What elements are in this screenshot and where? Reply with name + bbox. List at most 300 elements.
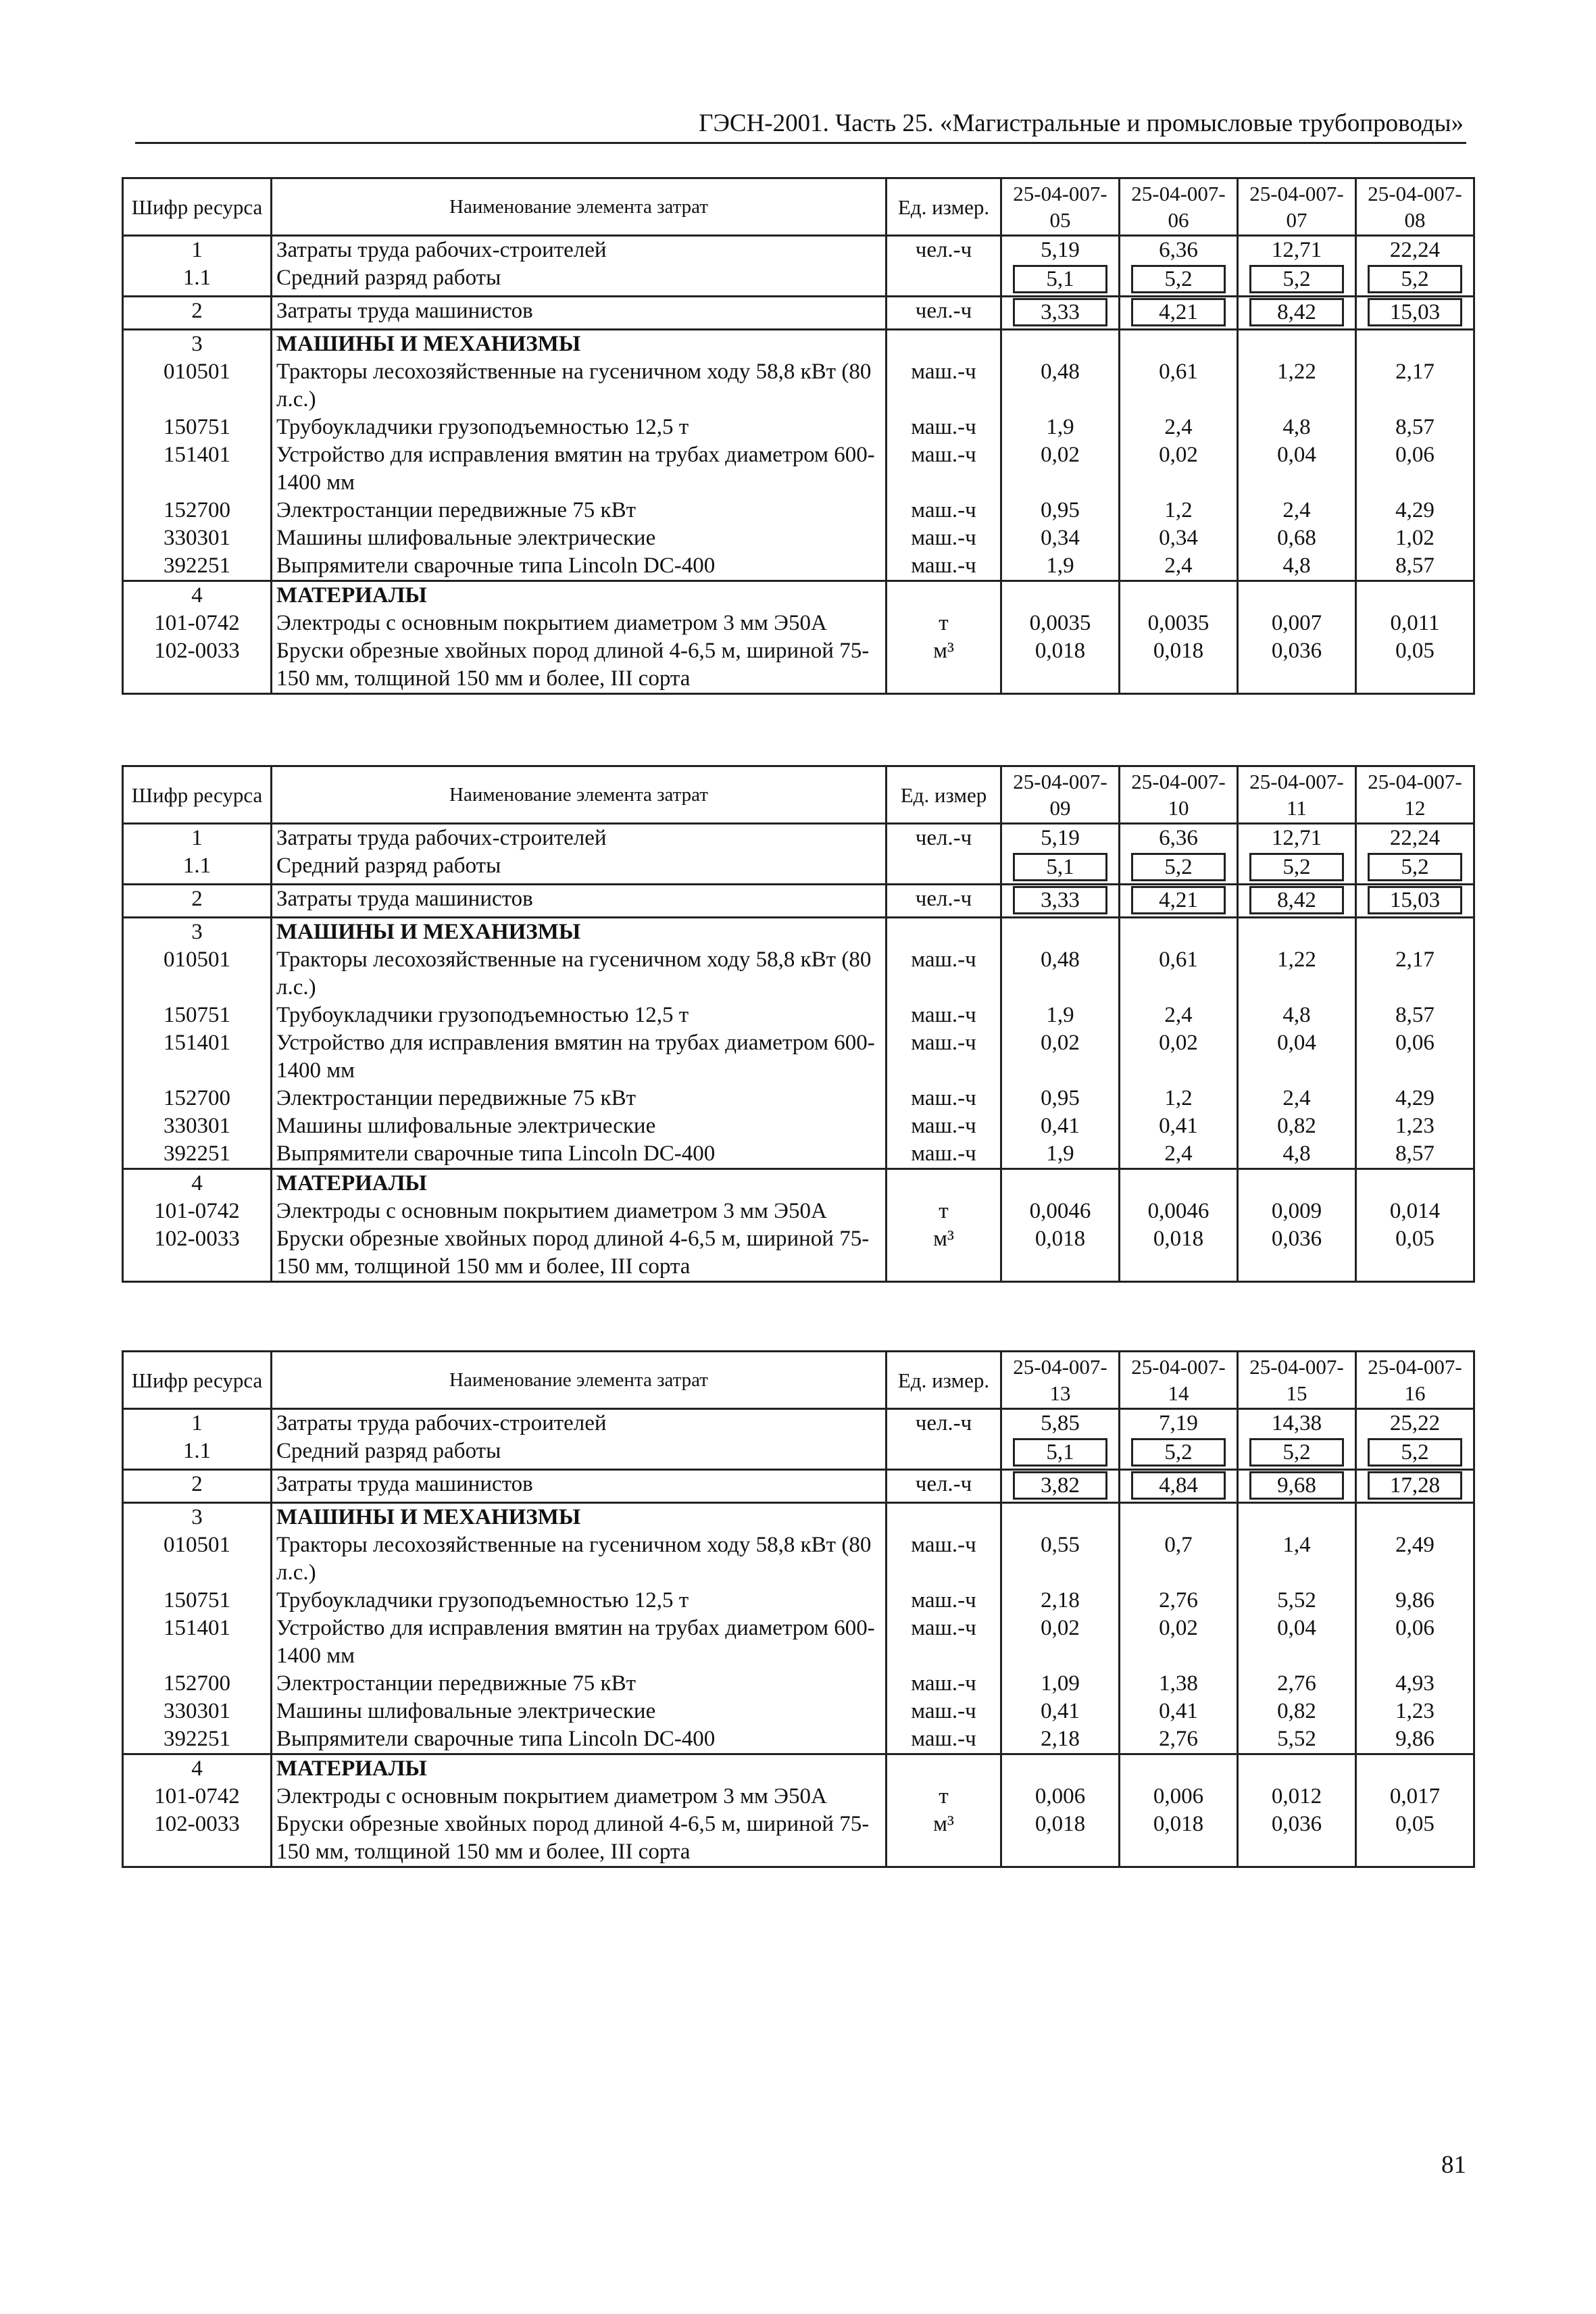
table-row — [123, 1470, 1474, 1503]
unit-of-measure — [887, 264, 1001, 297]
norm-value: 0,95 — [1001, 1085, 1120, 1112]
header-resource-code: Шифр ресурса — [123, 178, 272, 236]
cost-element-name: Электростанции передвижные 75 кВт — [272, 497, 887, 524]
norm-value: 1,9 — [1001, 552, 1120, 581]
norm-value — [1356, 1754, 1474, 1783]
norm-value — [1356, 1169, 1474, 1198]
norm-value — [1356, 264, 1474, 297]
table-row — [123, 441, 1474, 497]
header-norm-code: 25-04-007-16 — [1356, 1352, 1474, 1409]
norm-value — [1356, 1503, 1474, 1532]
norm-value: 0,41 — [1120, 1698, 1238, 1725]
norm-value: 1,9 — [1001, 414, 1120, 441]
norm-value — [1238, 264, 1356, 297]
cost-element-name: Средний разряд работы — [272, 1437, 887, 1470]
norm-value-value: 3,33 — [1013, 298, 1107, 326]
norm-value: 5,52 — [1238, 1587, 1356, 1615]
cost-element-name: Затраты труда машинистов — [272, 297, 887, 330]
unit-of-measure: чел.-ч — [887, 236, 1001, 265]
norm-value: 0,02 — [1120, 1029, 1238, 1085]
cost-element-name: Электроды с основным покрытием диаметром 3 мм Э50А — [272, 610, 887, 637]
table-row — [123, 1754, 1474, 1783]
cost-element-name: МАТЕРИАЛЫ — [272, 1169, 887, 1198]
unit-of-measure: чел.-ч — [887, 1470, 1001, 1503]
norm-value — [1238, 330, 1356, 359]
norm-value: 0,06 — [1356, 441, 1474, 497]
norm-value — [1001, 1503, 1120, 1532]
resource-code: 3 — [123, 1503, 272, 1532]
table-row — [123, 1409, 1474, 1438]
norm-value: 0,036 — [1238, 1225, 1356, 1282]
norm-value: 0,007 — [1238, 610, 1356, 637]
norm-value — [1001, 330, 1120, 359]
cost-element-name: Машины шлифовальные электрические — [272, 1698, 887, 1725]
norm-value-value: 8,42 — [1249, 886, 1344, 914]
norm-value — [1238, 297, 1356, 330]
norm-value: 2,4 — [1120, 552, 1238, 581]
table-row — [123, 1783, 1474, 1811]
table-row — [123, 330, 1474, 359]
norm-value: 2,76 — [1238, 1670, 1356, 1698]
table-row — [123, 1169, 1474, 1198]
table-row — [123, 236, 1474, 265]
header-norm-code: 25-04-007-07 — [1238, 178, 1356, 236]
header-norm-code: 25-04-007-08 — [1356, 178, 1474, 236]
header-cost-element: Наименование элемента затрат — [272, 1352, 887, 1409]
table-row — [123, 1085, 1474, 1112]
resource-code: 150751 — [123, 1002, 272, 1029]
norm-value: 12,71 — [1238, 824, 1356, 853]
norm-value: 12,71 — [1238, 236, 1356, 265]
norm-value-value: 3,33 — [1013, 886, 1107, 914]
table-row — [123, 637, 1474, 694]
cost-element-name: Затраты труда рабочих-строителей — [272, 824, 887, 853]
table-row — [123, 264, 1474, 297]
table-row — [123, 946, 1474, 1002]
norm-value: 5,19 — [1001, 236, 1120, 265]
resource-code: 392251 — [123, 1140, 272, 1169]
norm-value: 4,29 — [1356, 1085, 1474, 1112]
norm-value: 0,014 — [1356, 1198, 1474, 1225]
resource-code: 1.1 — [123, 1437, 272, 1470]
table-row — [123, 1140, 1474, 1169]
unit-of-measure: маш.-ч — [887, 1112, 1001, 1140]
table-row — [123, 1225, 1474, 1282]
table-row — [123, 1503, 1474, 1532]
resource-code: 1 — [123, 236, 272, 265]
norm-value: 25,22 — [1356, 1409, 1474, 1438]
norm-value-value: 5,2 — [1131, 853, 1226, 881]
norm-value: 0,018 — [1120, 637, 1238, 694]
unit-of-measure: м³ — [887, 1225, 1001, 1282]
norm-value: 1,2 — [1120, 497, 1238, 524]
norm-value: 2,76 — [1120, 1725, 1238, 1754]
cost-element-name: Электроды с основным покрытием диаметром 3 мм Э50А — [272, 1783, 887, 1811]
norm-value — [1356, 1437, 1474, 1470]
norm-value: 0,41 — [1120, 1112, 1238, 1140]
cost-element-name: Тракторы лесохозяйственные на гусеничном ходу 58,8 кВт (80 л.с.) — [272, 946, 887, 1002]
table-header-row — [123, 766, 1474, 824]
header-resource-code: Шифр ресурса — [123, 1352, 272, 1409]
unit-of-measure: маш.-ч — [887, 441, 1001, 497]
cost-element-name: Выпрямители сварочные типа Lincoln DC-400 — [272, 1140, 887, 1169]
resource-code: 152700 — [123, 497, 272, 524]
unit-of-measure: чел.-ч — [887, 824, 1001, 853]
norm-value: 2,18 — [1001, 1725, 1120, 1754]
unit-of-measure — [887, 330, 1001, 359]
estimate-table — [122, 177, 1475, 695]
norm-value: 0,018 — [1001, 637, 1120, 694]
norm-value — [1238, 1437, 1356, 1470]
norm-value: 1,4 — [1238, 1531, 1356, 1587]
resource-code: 330301 — [123, 1112, 272, 1140]
norm-value: 0,95 — [1001, 497, 1120, 524]
resource-code: 2 — [123, 885, 272, 918]
unit-of-measure: маш.-ч — [887, 1531, 1001, 1587]
cost-element-name: Электростанции передвижные 75 кВт — [272, 1085, 887, 1112]
table-row — [123, 1725, 1474, 1754]
norm-value: 0,018 — [1001, 1225, 1120, 1282]
norm-value: 0,05 — [1356, 1225, 1474, 1282]
cost-element-name: Трубоукладчики грузоподъемностью 12,5 т — [272, 414, 887, 441]
norm-value: 1,23 — [1356, 1698, 1474, 1725]
table-row — [123, 552, 1474, 581]
norm-value-value: 4,21 — [1131, 298, 1226, 326]
unit-of-measure: т — [887, 1783, 1001, 1811]
norm-value: 0,05 — [1356, 637, 1474, 694]
unit-of-measure — [887, 918, 1001, 947]
unit-of-measure: чел.-ч — [887, 1409, 1001, 1438]
unit-of-measure: маш.-ч — [887, 1725, 1001, 1754]
cost-element-name: Бруски обрезные хвойных пород длиной 4-6,5 м, шириной 75-150 мм, толщиной 150 мм и более, III сорта — [272, 1811, 887, 1867]
table-row — [123, 524, 1474, 552]
norm-value — [1001, 852, 1120, 885]
resource-code: 101-0742 — [123, 1198, 272, 1225]
cost-element-name: Затраты труда машинистов — [272, 1470, 887, 1503]
cost-element-name: Машины шлифовальные электрические — [272, 524, 887, 552]
norm-value: 0,48 — [1001, 358, 1120, 414]
norm-value: 8,57 — [1356, 1140, 1474, 1169]
cost-element-name: Выпрямители сварочные типа Lincoln DC-400 — [272, 1725, 887, 1754]
resource-code: 3 — [123, 330, 272, 359]
table-row — [123, 1615, 1474, 1670]
cost-element-name: Выпрямители сварочные типа Lincoln DC-400 — [272, 552, 887, 581]
table-row — [123, 1029, 1474, 1085]
resource-code: 392251 — [123, 552, 272, 581]
norm-value: 0,0035 — [1001, 610, 1120, 637]
unit-of-measure: маш.-ч — [887, 1587, 1001, 1615]
unit-of-measure: чел.-ч — [887, 885, 1001, 918]
norm-value — [1120, 297, 1238, 330]
cost-element-name: Трубоукладчики грузоподъемностью 12,5 т — [272, 1002, 887, 1029]
cost-element-name: МАТЕРИАЛЫ — [272, 1754, 887, 1783]
norm-value: 0,011 — [1356, 610, 1474, 637]
table-row — [123, 824, 1474, 853]
norm-value: 0,018 — [1120, 1225, 1238, 1282]
resource-code: 2 — [123, 1470, 272, 1503]
cost-element-name: Тракторы лесохозяйственные на гусеничном ходу 58,8 кВт (80 л.с.) — [272, 358, 887, 414]
norm-value: 0,05 — [1356, 1811, 1474, 1867]
resource-code: 4 — [123, 1169, 272, 1198]
norm-value — [1238, 581, 1356, 610]
norm-value-value: 8,42 — [1249, 298, 1344, 326]
norm-value — [1356, 297, 1474, 330]
table-row — [123, 581, 1474, 610]
table-row — [123, 497, 1474, 524]
unit-of-measure: маш.-ч — [887, 1698, 1001, 1725]
table-row — [123, 885, 1474, 918]
cost-element-name: Электростанции передвижные 75 кВт — [272, 1670, 887, 1698]
norm-value: 4,8 — [1238, 414, 1356, 441]
norm-value: 0,82 — [1238, 1112, 1356, 1140]
norm-value — [1238, 885, 1356, 918]
norm-value — [1001, 1470, 1120, 1503]
norm-value: 2,17 — [1356, 946, 1474, 1002]
cost-element-name: МАТЕРИАЛЫ — [272, 581, 887, 610]
norm-value-value: 5,1 — [1013, 853, 1107, 881]
norm-value: 1,22 — [1238, 358, 1356, 414]
norm-value: 2,76 — [1120, 1587, 1238, 1615]
unit-of-measure — [887, 1437, 1001, 1470]
resource-code: 151401 — [123, 441, 272, 497]
norm-value: 4,8 — [1238, 552, 1356, 581]
unit-of-measure: маш.-ч — [887, 1670, 1001, 1698]
norm-value: 2,49 — [1356, 1531, 1474, 1587]
table-header-row — [123, 1352, 1474, 1409]
norm-value: 22,24 — [1356, 824, 1474, 853]
table-row — [123, 414, 1474, 441]
norm-value: 1,2 — [1120, 1085, 1238, 1112]
estimate-table — [122, 765, 1475, 1283]
norm-value: 2,4 — [1238, 497, 1356, 524]
norm-value — [1356, 885, 1474, 918]
norm-value: 0,68 — [1238, 524, 1356, 552]
unit-of-measure — [887, 1169, 1001, 1198]
norm-value: 0,61 — [1120, 946, 1238, 1002]
header-resource-code: Шифр ресурса — [123, 766, 272, 824]
resource-code: 101-0742 — [123, 610, 272, 637]
norm-value: 0,009 — [1238, 1198, 1356, 1225]
resource-code: 152700 — [123, 1670, 272, 1698]
norm-value — [1356, 852, 1474, 885]
norm-value-value: 5,2 — [1368, 1438, 1462, 1467]
norm-value: 0,34 — [1120, 524, 1238, 552]
cost-element-name: Устройство для исправления вмятин на трубах диаметром 600-1400 мм — [272, 441, 887, 497]
resource-code: 1 — [123, 824, 272, 853]
table-row — [123, 1437, 1474, 1470]
norm-value: 0,0046 — [1120, 1198, 1238, 1225]
norm-value — [1356, 918, 1474, 947]
norm-value: 0,48 — [1001, 946, 1120, 1002]
resource-code: 330301 — [123, 1698, 272, 1725]
norm-value — [1238, 1503, 1356, 1532]
resource-code: 1 — [123, 1409, 272, 1438]
norm-value-value: 5,2 — [1131, 1438, 1226, 1467]
cost-element-name: Средний разряд работы — [272, 264, 887, 297]
norm-value-value: 9,68 — [1249, 1471, 1344, 1500]
norm-value: 0,02 — [1001, 441, 1120, 497]
norm-value — [1356, 581, 1474, 610]
unit-of-measure: маш.-ч — [887, 524, 1001, 552]
norm-value: 1,22 — [1238, 946, 1356, 1002]
table-row — [123, 918, 1474, 947]
norm-value — [1120, 1437, 1238, 1470]
norm-value: 22,24 — [1356, 236, 1474, 265]
header-norm-code: 25-04-007-13 — [1001, 1352, 1120, 1409]
norm-value-value: 15,03 — [1368, 886, 1462, 914]
norm-value — [1238, 852, 1356, 885]
norm-value-value: 4,21 — [1131, 886, 1226, 914]
resource-code: 152700 — [123, 1085, 272, 1112]
norm-value — [1238, 1754, 1356, 1783]
norm-value: 8,57 — [1356, 414, 1474, 441]
norm-value: 2,4 — [1238, 1085, 1356, 1112]
header-norm-code: 25-04-007-11 — [1238, 766, 1356, 824]
header-norm-code: 25-04-007-14 — [1120, 1352, 1238, 1409]
resource-code: 102-0033 — [123, 637, 272, 694]
table-row — [123, 610, 1474, 637]
norm-value: 4,29 — [1356, 497, 1474, 524]
norm-value: 0,41 — [1001, 1698, 1120, 1725]
table-row — [123, 1002, 1474, 1029]
cost-element-name: МАШИНЫ И МЕХАНИЗМЫ — [272, 918, 887, 947]
resource-code: 4 — [123, 1754, 272, 1783]
table-row — [123, 297, 1474, 330]
norm-value — [1120, 1754, 1238, 1783]
unit-of-measure: маш.-ч — [887, 497, 1001, 524]
norm-value — [1120, 581, 1238, 610]
norm-value: 0,02 — [1001, 1615, 1120, 1670]
resource-code: 102-0033 — [123, 1811, 272, 1867]
norm-value: 2,4 — [1120, 1002, 1238, 1029]
resource-code: 1.1 — [123, 852, 272, 885]
norm-value: 0,0035 — [1120, 610, 1238, 637]
cost-element-name: Затраты труда рабочих-строителей — [272, 1409, 887, 1438]
norm-value — [1238, 1470, 1356, 1503]
unit-of-measure: маш.-ч — [887, 1085, 1001, 1112]
norm-value — [1001, 885, 1120, 918]
norm-value: 5,85 — [1001, 1409, 1120, 1438]
norm-value — [1120, 1169, 1238, 1198]
page-number: 81 — [1441, 2151, 1466, 2179]
norm-value: 0,006 — [1001, 1783, 1120, 1811]
cost-element-name: Затраты труда рабочих-строителей — [272, 236, 887, 265]
norm-value: 0,41 — [1001, 1112, 1120, 1140]
cost-element-name: МАШИНЫ И МЕХАНИЗМЫ — [272, 330, 887, 359]
norm-value: 4,8 — [1238, 1140, 1356, 1169]
norm-value — [1001, 264, 1120, 297]
unit-of-measure: маш.-ч — [887, 1002, 1001, 1029]
norm-value — [1120, 1470, 1238, 1503]
norm-value: 0,018 — [1001, 1811, 1120, 1867]
estimate-table — [122, 1350, 1475, 1868]
norm-value: 0,61 — [1120, 358, 1238, 414]
norm-value: 5,19 — [1001, 824, 1120, 853]
norm-value: 4,93 — [1356, 1670, 1474, 1698]
resource-code: 101-0742 — [123, 1783, 272, 1811]
norm-value: 0,04 — [1238, 1029, 1356, 1085]
norm-value: 0,018 — [1120, 1811, 1238, 1867]
table-row — [123, 1698, 1474, 1725]
table-row — [123, 1587, 1474, 1615]
norm-value-value: 5,2 — [1368, 265, 1462, 293]
norm-value-value: 5,2 — [1131, 265, 1226, 293]
norm-value — [1120, 264, 1238, 297]
header-unit: Ед. измер — [887, 766, 1001, 824]
table-row — [123, 1198, 1474, 1225]
unit-of-measure: чел.-ч — [887, 297, 1001, 330]
norm-value: 1,38 — [1120, 1670, 1238, 1698]
norm-value-value: 15,03 — [1368, 298, 1462, 326]
norm-value: 0,04 — [1238, 1615, 1356, 1670]
running-header: ГЭСН-2001. Часть 25. «Магистральные и промысловые трубопроводы» — [699, 109, 1464, 137]
table-row — [123, 1531, 1474, 1587]
cost-element-name: Бруски обрезные хвойных пород длиной 4-6,5 м, шириной 75-150 мм, толщиной 150 мм и более, III сорта — [272, 637, 887, 694]
header-norm-code: 25-04-007-09 — [1001, 766, 1120, 824]
table-header-row — [123, 178, 1474, 236]
norm-value-value: 3,82 — [1013, 1471, 1107, 1500]
cost-element-name: Электроды с основным покрытием диаметром 3 мм Э50А — [272, 1198, 887, 1225]
norm-value: 1,9 — [1001, 1002, 1120, 1029]
resource-code: 010501 — [123, 358, 272, 414]
norm-value: 4,8 — [1238, 1002, 1356, 1029]
norm-value — [1120, 885, 1238, 918]
norm-value: 0,06 — [1356, 1029, 1474, 1085]
cost-element-name: Трубоукладчики грузоподъемностью 12,5 т — [272, 1587, 887, 1615]
table-row — [123, 1670, 1474, 1698]
norm-value: 0,06 — [1356, 1615, 1474, 1670]
norm-value: 1,02 — [1356, 524, 1474, 552]
norm-value: 0,82 — [1238, 1698, 1356, 1725]
resource-code: 150751 — [123, 414, 272, 441]
norm-value: 0,02 — [1120, 441, 1238, 497]
norm-value: 6,36 — [1120, 824, 1238, 853]
cost-element-name: МАШИНЫ И МЕХАНИЗМЫ — [272, 1503, 887, 1532]
norm-value: 0,04 — [1238, 441, 1356, 497]
norm-value: 0,34 — [1001, 524, 1120, 552]
header-norm-code: 25-04-007-15 — [1238, 1352, 1356, 1409]
unit-of-measure: маш.-ч — [887, 946, 1001, 1002]
table-row — [123, 852, 1474, 885]
cost-element-name: Устройство для исправления вмятин на трубах диаметром 600-1400 мм — [272, 1029, 887, 1085]
norm-value: 9,86 — [1356, 1725, 1474, 1754]
norm-value: 0,0046 — [1001, 1198, 1120, 1225]
norm-value — [1120, 918, 1238, 947]
cost-element-name: Затраты труда машинистов — [272, 885, 887, 918]
unit-of-measure: м³ — [887, 1811, 1001, 1867]
norm-value: 6,36 — [1120, 236, 1238, 265]
norm-value — [1120, 1503, 1238, 1532]
norm-value — [1356, 1470, 1474, 1503]
header-unit: Ед. измер. — [887, 178, 1001, 236]
unit-of-measure: маш.-ч — [887, 552, 1001, 581]
resource-code: 010501 — [123, 1531, 272, 1587]
table-row — [123, 358, 1474, 414]
norm-value: 0,036 — [1238, 1811, 1356, 1867]
norm-value: 1,09 — [1001, 1670, 1120, 1698]
norm-value — [1001, 1754, 1120, 1783]
norm-value: 7,19 — [1120, 1409, 1238, 1438]
cost-element-name: Тракторы лесохозяйственные на гусеничном ходу 58,8 кВт (80 л.с.) — [272, 1531, 887, 1587]
norm-value — [1001, 581, 1120, 610]
resource-code: 392251 — [123, 1725, 272, 1754]
norm-value — [1120, 330, 1238, 359]
unit-of-measure — [887, 852, 1001, 885]
resource-code: 102-0033 — [123, 1225, 272, 1282]
cost-element-name: Машины шлифовальные электрические — [272, 1112, 887, 1140]
norm-value: 9,86 — [1356, 1587, 1474, 1615]
unit-of-measure — [887, 1754, 1001, 1783]
